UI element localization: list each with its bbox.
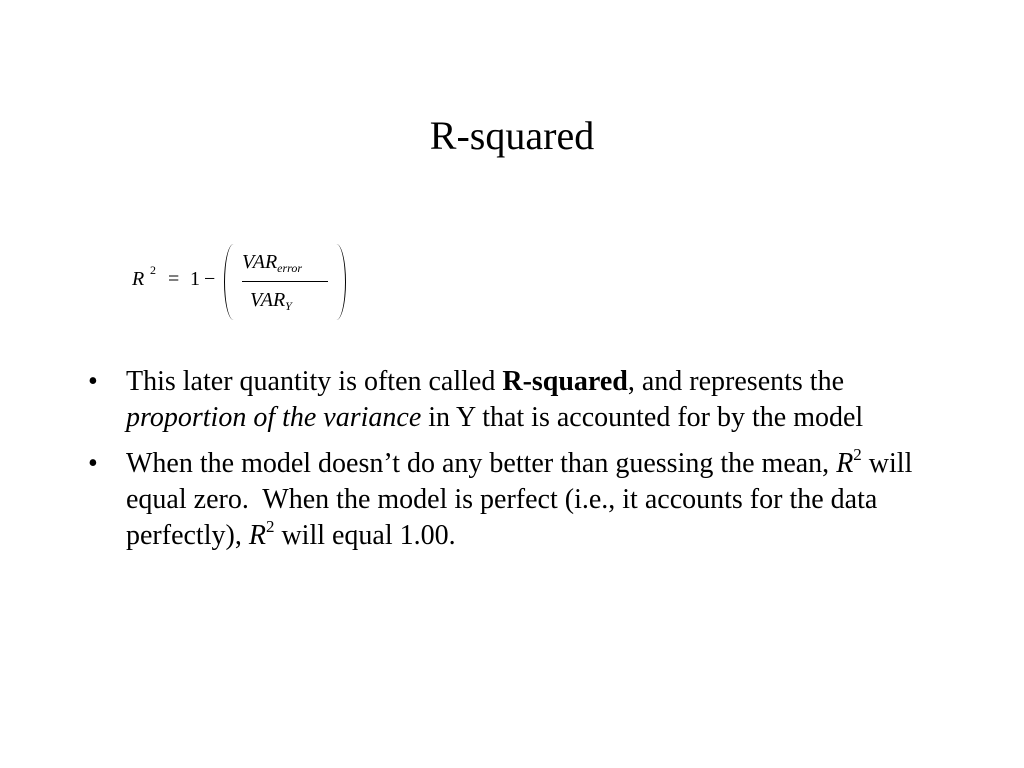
formula-minus-sign: −: [204, 268, 216, 290]
r-exponent: 2: [853, 444, 862, 464]
bold-term: R-squared: [502, 366, 628, 397]
bullet-text: will equal zero. When the model is perfect (i.e., it accounts for the data perfectly),: [126, 448, 913, 551]
fraction-bar: [242, 281, 328, 282]
r-symbol: R: [248, 520, 266, 551]
bullet-text: will equal 1.00.: [274, 520, 456, 551]
fraction-numerator: [242, 250, 302, 276]
bullet-item: [88, 364, 948, 436]
formula-equals-sign: =: [168, 268, 180, 290]
bullet-text: in Y that is accounted for by the model: [421, 402, 864, 433]
r-squared-formula: [128, 238, 368, 326]
r-exponent: 2: [265, 516, 275, 536]
numerator-variable: VAR: [242, 251, 278, 273]
r-symbol: R: [836, 448, 854, 479]
formula-r-variable: R: [132, 268, 145, 290]
slide-title: R-squared: [429, 113, 595, 158]
right-parenthesis: [330, 244, 346, 320]
denominator-variable: VAR: [250, 289, 286, 311]
formula-exponent: 2: [150, 263, 156, 277]
formula-one: 1: [190, 268, 200, 290]
fraction-denominator: [250, 288, 292, 314]
bullet-marker: •: [88, 366, 98, 397]
bullet-text: , and represents the: [627, 366, 844, 397]
italic-phrase: proportion of the variance: [126, 402, 422, 433]
numerator-subscript: error: [277, 261, 303, 275]
bullet-text: When the model doesn’t do any better than guessing the mean,: [126, 448, 837, 479]
bullet-list: [88, 364, 948, 564]
left-parenthesis: [224, 244, 240, 320]
bullet-text: This later quantity is often called: [126, 366, 503, 397]
bullet-item: [88, 446, 948, 554]
bullet-marker: •: [88, 448, 98, 479]
denominator-subscript: Y: [285, 299, 292, 313]
